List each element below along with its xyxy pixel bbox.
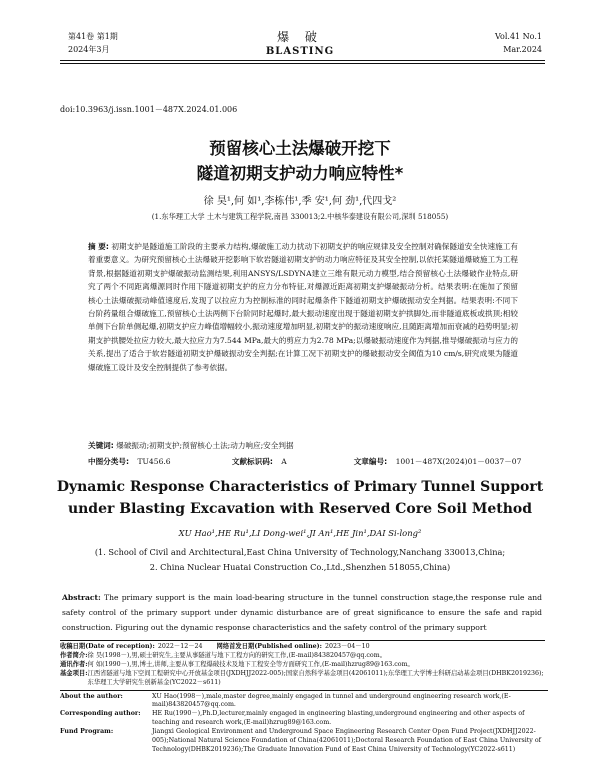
title-cn (0, 136, 600, 186)
footnote-about-en (60, 693, 548, 711)
doi[interactable]: doi:10.3963/j.issn.1001－487X.2024.01.006 (60, 105, 238, 114)
fund-info: 江西省隧道与地下空间工程研究中心开放基金项目(JXDHJJ2022-005);国家自然科学基金项目(42061011);东华理工大学博士科研启动基金项目(DHBK2019236);东华理工大学研究生创新基金(YC2022－s611) (87, 669, 544, 686)
abstract-cn-label: 摘 要: (88, 242, 109, 251)
corresponding-label: 通讯作者: (60, 660, 88, 668)
affiliation-en-line1: (1. School of Civil and Architectural,East China University of Technology,Nanchang 330013,China; (94, 547, 506, 557)
about-author-info: XU Hao(1998－),male,master degree,mainly engaged in tunnel and underground engineering research work,(E-mail)843820457@qq.com. (152, 692, 511, 709)
keywords-cn (88, 440, 518, 451)
abstract-cn (88, 240, 518, 374)
authors-en: XU Hao¹,HE Ru¹,LI Dong-wei¹,JI An¹,HE Jin¹,DAI Si-long² (178, 528, 422, 538)
footnotes (60, 643, 548, 755)
footnote-fund (60, 670, 548, 688)
published-label: 网络首发日期(Published online): (216, 643, 322, 650)
footnote-corresponding-en (60, 710, 548, 728)
footnote-author (60, 652, 548, 661)
title-en-line1: Dynamic Response Characteristics of Primary Tunnel Support (56, 479, 544, 495)
abstract-en-text: The primary support is the main load-bearing structure in the tunnel construction stage,the response rule and safety control of the primary support under dynamic disturbance are of great significance to ensure the safe and rapid construction. Figuring out the dynamic response characteristics and the safety control of the primary support (62, 593, 542, 632)
journal-name-cn: 爆 破 (277, 30, 323, 44)
journal-name-en: BLASTING (265, 46, 335, 57)
header-volume-en: Vol.41 No.1 (495, 32, 542, 41)
header-date-en: Mar.2024 (503, 45, 542, 54)
footnote-divider (60, 690, 548, 691)
author-label: 作者简介: (60, 651, 88, 659)
header-volume-cn: 第41卷 第1期 (68, 32, 118, 41)
footnote-fund-en (60, 728, 548, 755)
received-date: 2022－12－24 (157, 643, 203, 650)
header-rule-thin (60, 63, 545, 64)
title-en (0, 476, 600, 520)
clc-value: TU456.6 (137, 457, 171, 466)
clc-label: 中图分类号: (88, 457, 130, 466)
received-label: 收稿日期(Date of reception): (60, 643, 155, 650)
doc-code-value: A (281, 457, 287, 466)
header-right (495, 30, 542, 56)
classification-row (88, 456, 528, 467)
corresponding-en-info: HE Ru(1990－),Ph.D,lecturer,mainly engaged in engineering blasting,underground engineering and other aspects of teaching and research work,(E-mail)hzrug89@163.com. (152, 710, 525, 727)
published-date: 2023－04－10 (324, 643, 370, 650)
author-info: 徐 昊(1998－),男,硕士研究生,主要从事隧道与地下工程方向的研究工作,(E-mail)843820457@qq.com。 (87, 651, 386, 659)
fund-label: 基金项目: (60, 669, 88, 677)
fund-en-info: Jiangxi Geological Environment and Underground Space Engineering Research Center Open Fund Project(JXDHJJ2022-005);National Natural Science Foundation of China(42061011);Doctoral Research Foundation of East China University of Technology(DHBK2019236);The Graduate Innovation Fund of East China University of Technology(YC2022-s611) (152, 728, 541, 753)
keywords-cn-label: 关键词: (88, 441, 114, 450)
header-rule (60, 60, 545, 61)
title-cn-line1: 预留核心土法爆破开挖下 (209, 139, 391, 158)
fund-en-label: Fund Program: (60, 728, 114, 736)
keywords-cn-text: 爆破振动;初期支护;预留核心土法;动力响应;安全判据 (116, 441, 294, 450)
abstract-cn-text: 初期支护是隧道施工阶段的主要承力结构,爆破施工动力扰动下初期支护的响应规律及安全控制对确保隧道安全快速施工有着重要意义。为研究预留核心土法爆破开挖影响下软岩隧道初期支护的动力响应特征及其安全控制,以依托某隧道爆破施工为工程背景,根据隧道初期支护爆破振动监测结果,利用ANSYS/LSDYNA建立三维有限元动力模型,结合预留核心土法爆破作业特点,研究了两个不同距离爆源同时作用下隧道初期支护的应力分布特征,对爆源近距离初期支护爆破振动分析。结果表明:在施加了预留核心土法爆破振动峰值速度后,发现了以拉应力为控制标准的同时起爆条件下隧道初期支护爆破振动安全判据。结果表明:不同下台阶药量组合爆破施工,预留核心土法两侧下台阶同时起爆时,最大振动速度出现于隧道初期支护拱脚处,而非隧道底板或拱顶;相较单侧下台阶单侧起爆,初期支护应力峰值增幅较小,振动速度增加明显,初期支护的振动速度响应,且随距离增加而衰减的趋势明显;初期支护拱腰处拉应力较大,最大拉应力为7.544 MPa,最大的剪应力为2.78 MPa;以爆破振动速度作为判据,推导爆破振动与应力的关系,提出了适合于软岩隧道初期支护爆破振动安全判据;在计算工况下初期支护的爆破振动安全阈值为10 cm/s,研究成果为隧道爆破施工设计及安全控制提供了参考依据。 (88, 242, 518, 372)
affiliation-en (0, 545, 600, 575)
doc-code-label: 文献标识码: (231, 457, 273, 466)
authors-cn: 徐 昊¹,何 如¹,李栋伟¹,季 安¹,何 劲¹,代四戈² (203, 196, 397, 207)
affiliation-en-line2: 2. China Nuclear Huatai Construction Co.,Ltd.,Shenzhen 518055,China) (149, 562, 451, 572)
title-en-line2: under Blasting Excavation with Reserved Core Soil Method (67, 501, 533, 517)
footnote-dates (60, 643, 548, 652)
title-cn-line2: 隧道初期支护动力响应特性* (196, 164, 404, 183)
article-number-label: 文章编号: (353, 457, 388, 466)
abstract-en-label: Abstract: (62, 593, 101, 602)
abstract-en (62, 590, 542, 635)
affiliation-cn: (1.东华理工大学 土木与建筑工程学院,南昌 330013;2.中核华泰建设有限公司,深圳 518055) (151, 212, 449, 221)
corresponding-en-label: Corresponding author: (60, 710, 141, 718)
corresponding-info: 何 如(1990－),男,博士,讲师,主要从事工程爆破技术及地下工程安全等方面研究工作,(E-mail)hzrug89@163.com。 (87, 660, 414, 668)
header-date-cn: 2024年3月 (68, 45, 110, 54)
article-number-value: 1001－487X(2024)01－0037－07 (395, 457, 522, 466)
footnote-rule (60, 640, 545, 641)
footnote-corresponding (60, 661, 548, 670)
about-author-label: About the author: (60, 692, 123, 700)
